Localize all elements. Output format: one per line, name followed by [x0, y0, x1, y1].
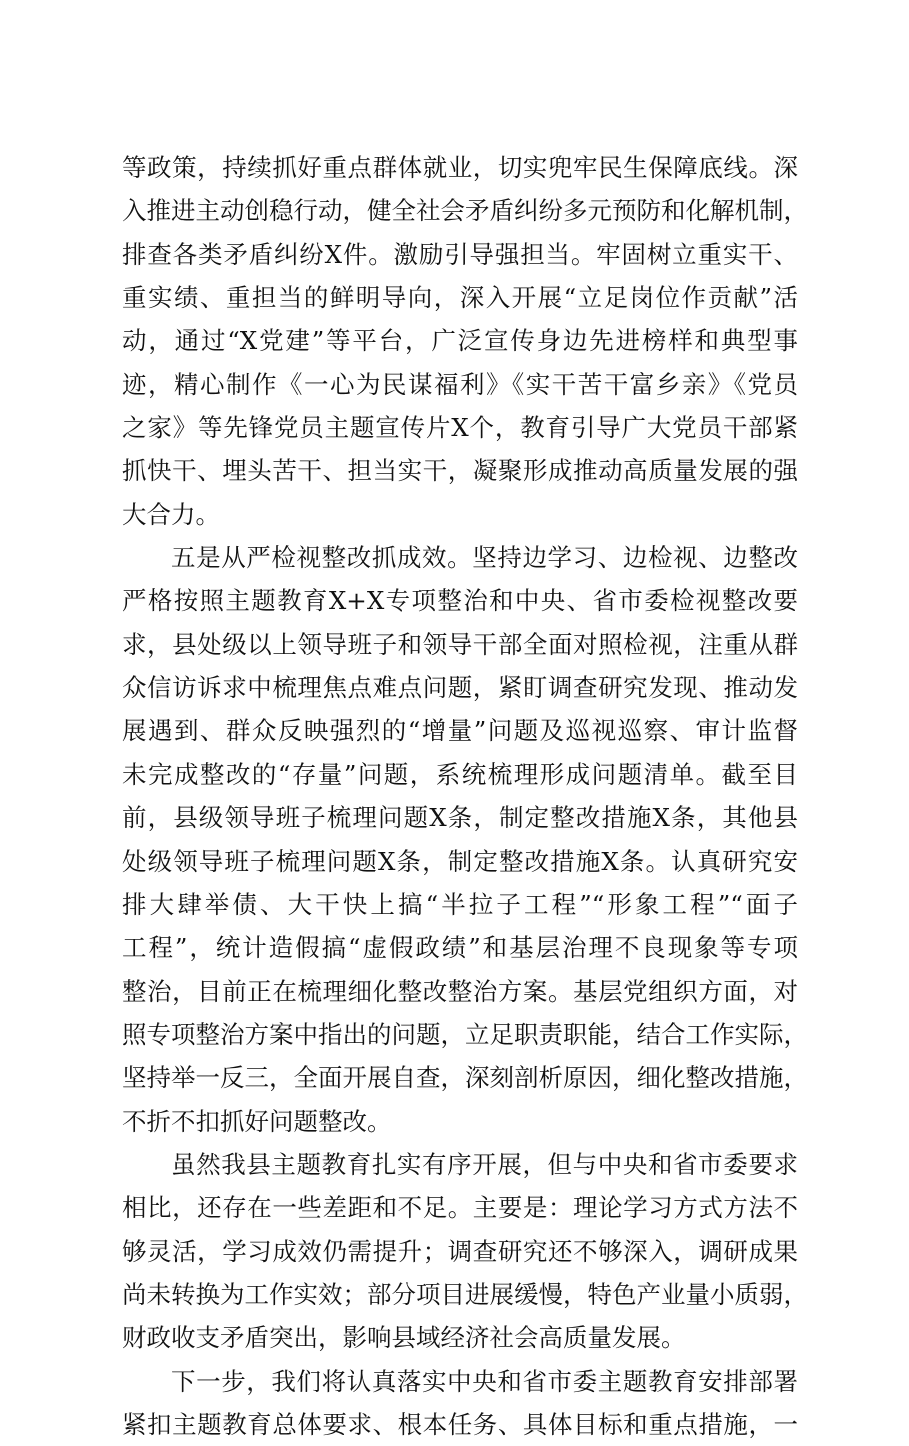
body-text — [122, 146, 808, 1446]
text-line: 之家》等先锋党员主题宣传片X个，教育引导广大党员干部紧 — [122, 413, 798, 443]
text-line: 大合力。 — [122, 499, 220, 529]
text-line: 照专项整治方案中指出的问题，立足职责职能，结合工作实际， — [122, 1019, 808, 1049]
text-line: 前，县级领导班子梳理问题X条，制定整改措施X条，其他县 — [122, 803, 798, 833]
text-line: 五是从严检视整改抓成效。坚持边学习、边检视、边整改 — [171, 543, 798, 573]
text-line: 未完成整改的“存量”问题，系统梳理形成问题清单。截至目 — [122, 759, 798, 789]
paragraph-1 — [122, 146, 808, 536]
text-line: 处级领导班子梳理问题X条，制定整改措施X条。认真研究安 — [122, 846, 798, 876]
text-line: 排查各类矛盾纠纷X件。激励引导强担当。牢固树立重实干、 — [122, 239, 798, 269]
text-line: 尚未转换为工作实效；部分项目进展缓慢，特色产业量小质弱， — [122, 1279, 808, 1309]
text-line: 不折不扣抓好问题整改。 — [122, 1106, 392, 1136]
text-line: 重实绩、重担当的鲜明导向，深入开展“立足岗位作贡献”活 — [122, 283, 798, 313]
text-line: 相比，还存在一些差距和不足。主要是：理论学习方式方法不 — [122, 1193, 798, 1223]
text-line: 工程”，统计造假搞“虚假政绩”和基层治理不良现象等专项 — [122, 933, 798, 963]
text-line: 财政收支矛盾突出，影响县域经济社会高质量发展。 — [122, 1323, 686, 1353]
text-line: 动，通过“X党建”等平台，广泛宣传身边先进榜样和典型事 — [122, 326, 798, 356]
text-line: 排大肆举债、大干快上搞“半拉子工程”“形象工程”“面子 — [122, 889, 798, 919]
text-line: 求，县处级以上领导班子和领导干部全面对照检视，注重从群 — [122, 629, 798, 659]
text-line: 整治，目前正在梳理细化整改整治方案。基层党组织方面，对 — [122, 976, 798, 1006]
text-line: 够灵活，学习成效仍需提升；调查研究还不够深入，调研成果 — [122, 1236, 798, 1266]
text-line: 紧扣主题教育总体要求、根本任务、具体目标和重点措施，一 — [122, 1409, 798, 1439]
text-line: 虽然我县主题教育扎实有序开展，但与中央和省市委要求 — [171, 1149, 798, 1179]
paragraph-2 — [122, 536, 808, 1143]
paragraph-4 — [122, 1360, 798, 1446]
paragraph-3 — [122, 1143, 808, 1360]
text-line: 等政策，持续抓好重点群体就业，切实兜牢民生保障底线。深 — [122, 153, 798, 182]
text-line: 迹，精心制作《一心为民谋福利》《实干苦干富乡亲》《党员 — [122, 369, 798, 399]
text-line: 抓快干、埋头苦干、担当实干，凝聚形成推动高质量发展的强 — [122, 456, 798, 486]
text-line: 严格按照主题教育X+X专项整治和中央、省市委检视整改要 — [122, 586, 798, 616]
text-line: 众信访诉求中梳理焦点难点问题，紧盯调查研究发现、推动发 — [122, 673, 798, 703]
text-line: 坚持举一反三，全面开展自查，深刻剖析原因，细化整改措施， — [122, 1063, 808, 1093]
text-line: 入推进主动创稳行动，健全社会矛盾纠纷多元预防和化解机制， — [122, 196, 808, 226]
text-line: 下一步，我们将认真落实中央和省市委主题教育安排部署 — [171, 1366, 798, 1396]
text-line: 展遇到、群众反映强烈的“增量”问题及巡视巡察、审计监督 — [122, 716, 798, 746]
